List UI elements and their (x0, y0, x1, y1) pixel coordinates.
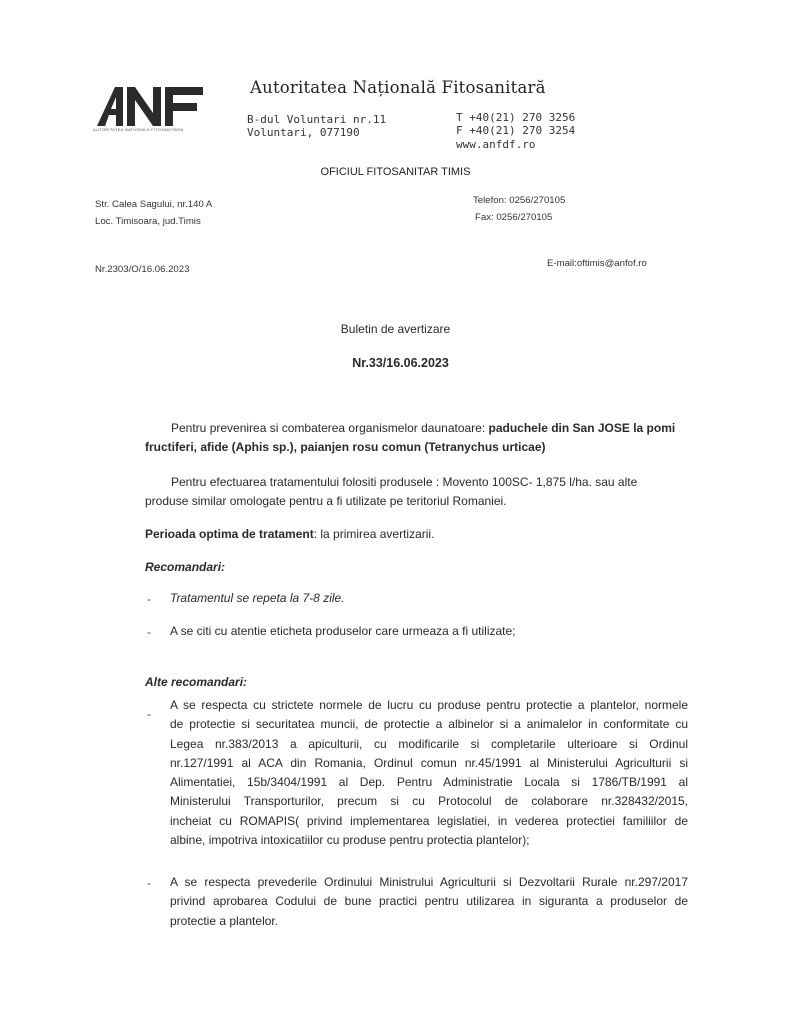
header-phone: T +40(21) 270 3256 (456, 111, 576, 124)
header-fax: F +40(21) 270 3254 (456, 124, 576, 137)
recommendation-item: Tratamentul se repeta la 7-8 zile. (170, 591, 345, 605)
office-locality: Loc. Timisoara, jud.Timis (95, 216, 201, 227)
text-line: nr.127/1991 al ACA din Romania, Ordinul comun nr.45/1991 al Ministerului Agriculturii si (170, 755, 688, 770)
text-line: incheiat cu ROMAPIS( privind implementarea legislatiei, in vederea protectiei familiilor de (170, 813, 688, 828)
organization-name: Autoritatea Națională Fitosanitară (250, 78, 546, 97)
office-telephone: Telefon: 0256/270105 (473, 195, 566, 206)
pests-list-line1: paduchele din San JOSE la pomi (488, 421, 676, 435)
other-recommendation-item-2 (170, 873, 688, 931)
reference-number: Nr.2303/O/16.06.2023 (95, 264, 190, 275)
list-bullet: - (147, 876, 151, 890)
bulletin-title: Buletin de avertizare (340, 322, 451, 336)
logo-caption: AUTORITATEA NATIONALA FITOSANITARA (93, 127, 184, 132)
office-title: OFICIUL FITOSANITAR TIMIS (320, 166, 471, 178)
address-line-1: B-dul Voluntari nr.11 (247, 113, 387, 126)
paragraph-products-line1: Pentru efectuarea tratamentului folositi produsele : Movento 100SC- 1,875 l/ha. sau alte (171, 475, 638, 489)
treatment-period (145, 525, 434, 544)
list-bullet: - (147, 707, 151, 721)
office-street: Str. Calea Sagului, nr.140 A (95, 199, 213, 210)
text-line: Legea nr.383/2013 a apiculturii, cu modificarile si completarile ulterioare si Ordinul (170, 736, 688, 751)
other-recommendation-item-1 (170, 696, 688, 850)
text-line: de protectie si securitatea muncii, de protectie a albinelor si a animalelor in conformitate cu (170, 717, 688, 732)
text-line: Ministerului Transporturilor, precum si cu Protocolul de colaborare nr.328432/2015, (170, 794, 688, 809)
text-line: A se respecta prevederile Ordinului Ministrului Agriculturii si Dezvoltarii Rurale nr.297/2017 (170, 875, 688, 889)
text-line: protectie a plantelor. (170, 913, 279, 928)
text-line: albine, impotriva intoxicatiilor cu produse pentru protectia plantelor); (170, 833, 530, 848)
header-website: www.anfdf.ro (456, 138, 536, 151)
recommendations-title: Recomandari: (145, 560, 226, 574)
list-bullet: - (147, 625, 151, 639)
office-email: E-mail:oftimis@anfof.ro (547, 258, 647, 269)
paragraph-products-line2: produse similar omologate pentru a fi utilizate pe teritoriul Romaniei. (145, 494, 507, 508)
treatment-period-text: : la primirea avertizarii. (313, 527, 435, 541)
text-line: A se respecta cu strictete normele de lucru cu produse pentru protectie a plantelor, normele (170, 698, 688, 712)
anf-logo-mark (95, 83, 210, 128)
paragraph-pests-prefix: Pentru prevenirea si combaterea organismelor daunatoare: (171, 421, 489, 435)
bulletin-number: Nr.33/16.06.2023 (352, 356, 449, 370)
address-line-2: Voluntari, 077190 (247, 126, 360, 139)
pests-list-line2: fructiferi, afide (Aphis sp.), paianjen rosu comun (Tetranychus urticae) (145, 440, 546, 454)
text-line: privind aprobarea Codului de bune practici pentru utilizarea in siguranta a produselor de (170, 894, 688, 909)
office-fax: Fax: 0256/270105 (475, 212, 553, 223)
paragraph-pests-line1 (171, 419, 675, 438)
other-recommendations-title: Alte recomandari: (145, 675, 248, 689)
recommendation-item: A se citi cu atentie eticheta produselor care urmeaza a fi utilizate; (170, 624, 516, 638)
text-line: Alimentatiei, 15b/3404/1991 al Dep. Pentru Administratie Locala si 1786/TB/1991 al (170, 775, 688, 790)
list-bullet: - (147, 592, 151, 606)
treatment-period-label: Perioada optima de tratament (145, 527, 314, 541)
